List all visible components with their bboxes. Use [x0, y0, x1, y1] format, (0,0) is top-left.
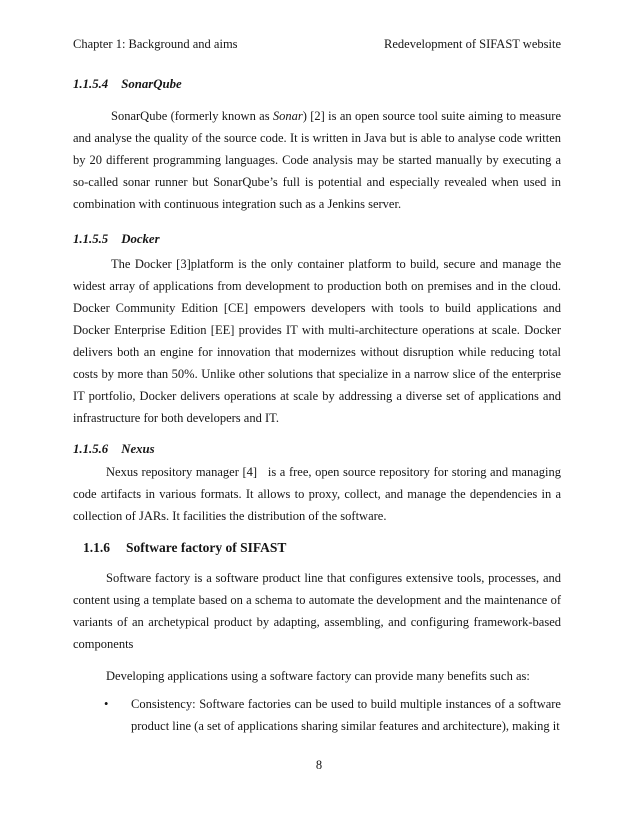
heading-title: Nexus	[121, 442, 155, 456]
paragraph-docker: The Docker [3]platform is the only container platform to build, secure and manage the widest array of applications from development to production both on premises and in the cloud. Docker Community Edition [CE] empowers developers with tools to build applications and Docker Enterprise Edition [EE] provides IT with multi-architecture operations at scale. Docker delivers both an engine for innovation that modernizes without disruption while reducing total costs by more than 50%. Unlike other solutions that specialize in a narrow slice of the enterprise IT portfolio, Docker delivers operations at scale by addressing a diverse set of applications and infrastructure for both developers and IT.	[73, 257, 561, 425]
heading-number: 1.1.5.6	[73, 442, 109, 456]
heading-title: Software factory of SIFAST	[126, 540, 287, 555]
benefits-list	[73, 693, 561, 737]
heading-software-factory	[83, 539, 561, 557]
section-nexus	[73, 441, 561, 527]
heading-title: SonarQube	[121, 77, 182, 91]
paragraph-software-factory: Software factory is a software product line that configures extensive tools, processes, and content using a template based on a schema to automate the development and the maintenance of variants of an archetypical product by adapting, assembling, and configuring framework-based components	[73, 571, 561, 651]
heading-number: 1.1.5.5	[73, 232, 109, 246]
paragraph-text: ) [2] is an open source tool suite aiming to measure and analyse the quality of the source code. It is written in Java but is able to analyse code written by 20 different programming languages. Code analysis may be started manually by executing a so-called sonar runner but SonarQube’s full is potential and especially revealed when used in combination with continuous integration such as a Jenkins server.	[73, 109, 561, 211]
heading-docker	[73, 231, 561, 248]
section-docker	[73, 231, 561, 429]
running-header	[73, 36, 561, 52]
page-number: 8	[315, 758, 323, 772]
header-document-title: Redevelopment of SIFAST website	[384, 37, 561, 51]
heading-title: Docker	[121, 232, 160, 246]
italic-term-sonar: Sonar	[272, 109, 303, 123]
list-item	[73, 693, 561, 737]
section-software-factory	[73, 539, 561, 737]
bullet-icon: •	[104, 697, 109, 711]
heading-sonarqube	[73, 76, 561, 93]
paragraph-text: SonarQube (formerly known as	[111, 109, 273, 123]
heading-number: 1.1.6	[83, 540, 110, 555]
paragraph-benefits-intro: Developing applications using a software factory can provide many benefits such as:	[106, 669, 530, 683]
header-chapter-label: Chapter 1: Background and aims	[73, 37, 238, 51]
section-sonarqube	[73, 76, 561, 215]
paragraph-nexus: Nexus repository manager [4] is a free, open source repository for storing and managing code artifacts in various formats. It allows to proxy, collect, and manage the dependencies in a collection of JARs. It facilities the distribution of the software.	[73, 465, 561, 523]
heading-number: 1.1.5.4	[73, 77, 109, 91]
paragraph-sonarqube	[73, 105, 561, 215]
list-item-text: Consistency: Software factories can be used to build multiple instances of a software product line (a set of applications sharing similar features and architecture), making it	[131, 697, 561, 733]
heading-nexus	[73, 441, 561, 458]
